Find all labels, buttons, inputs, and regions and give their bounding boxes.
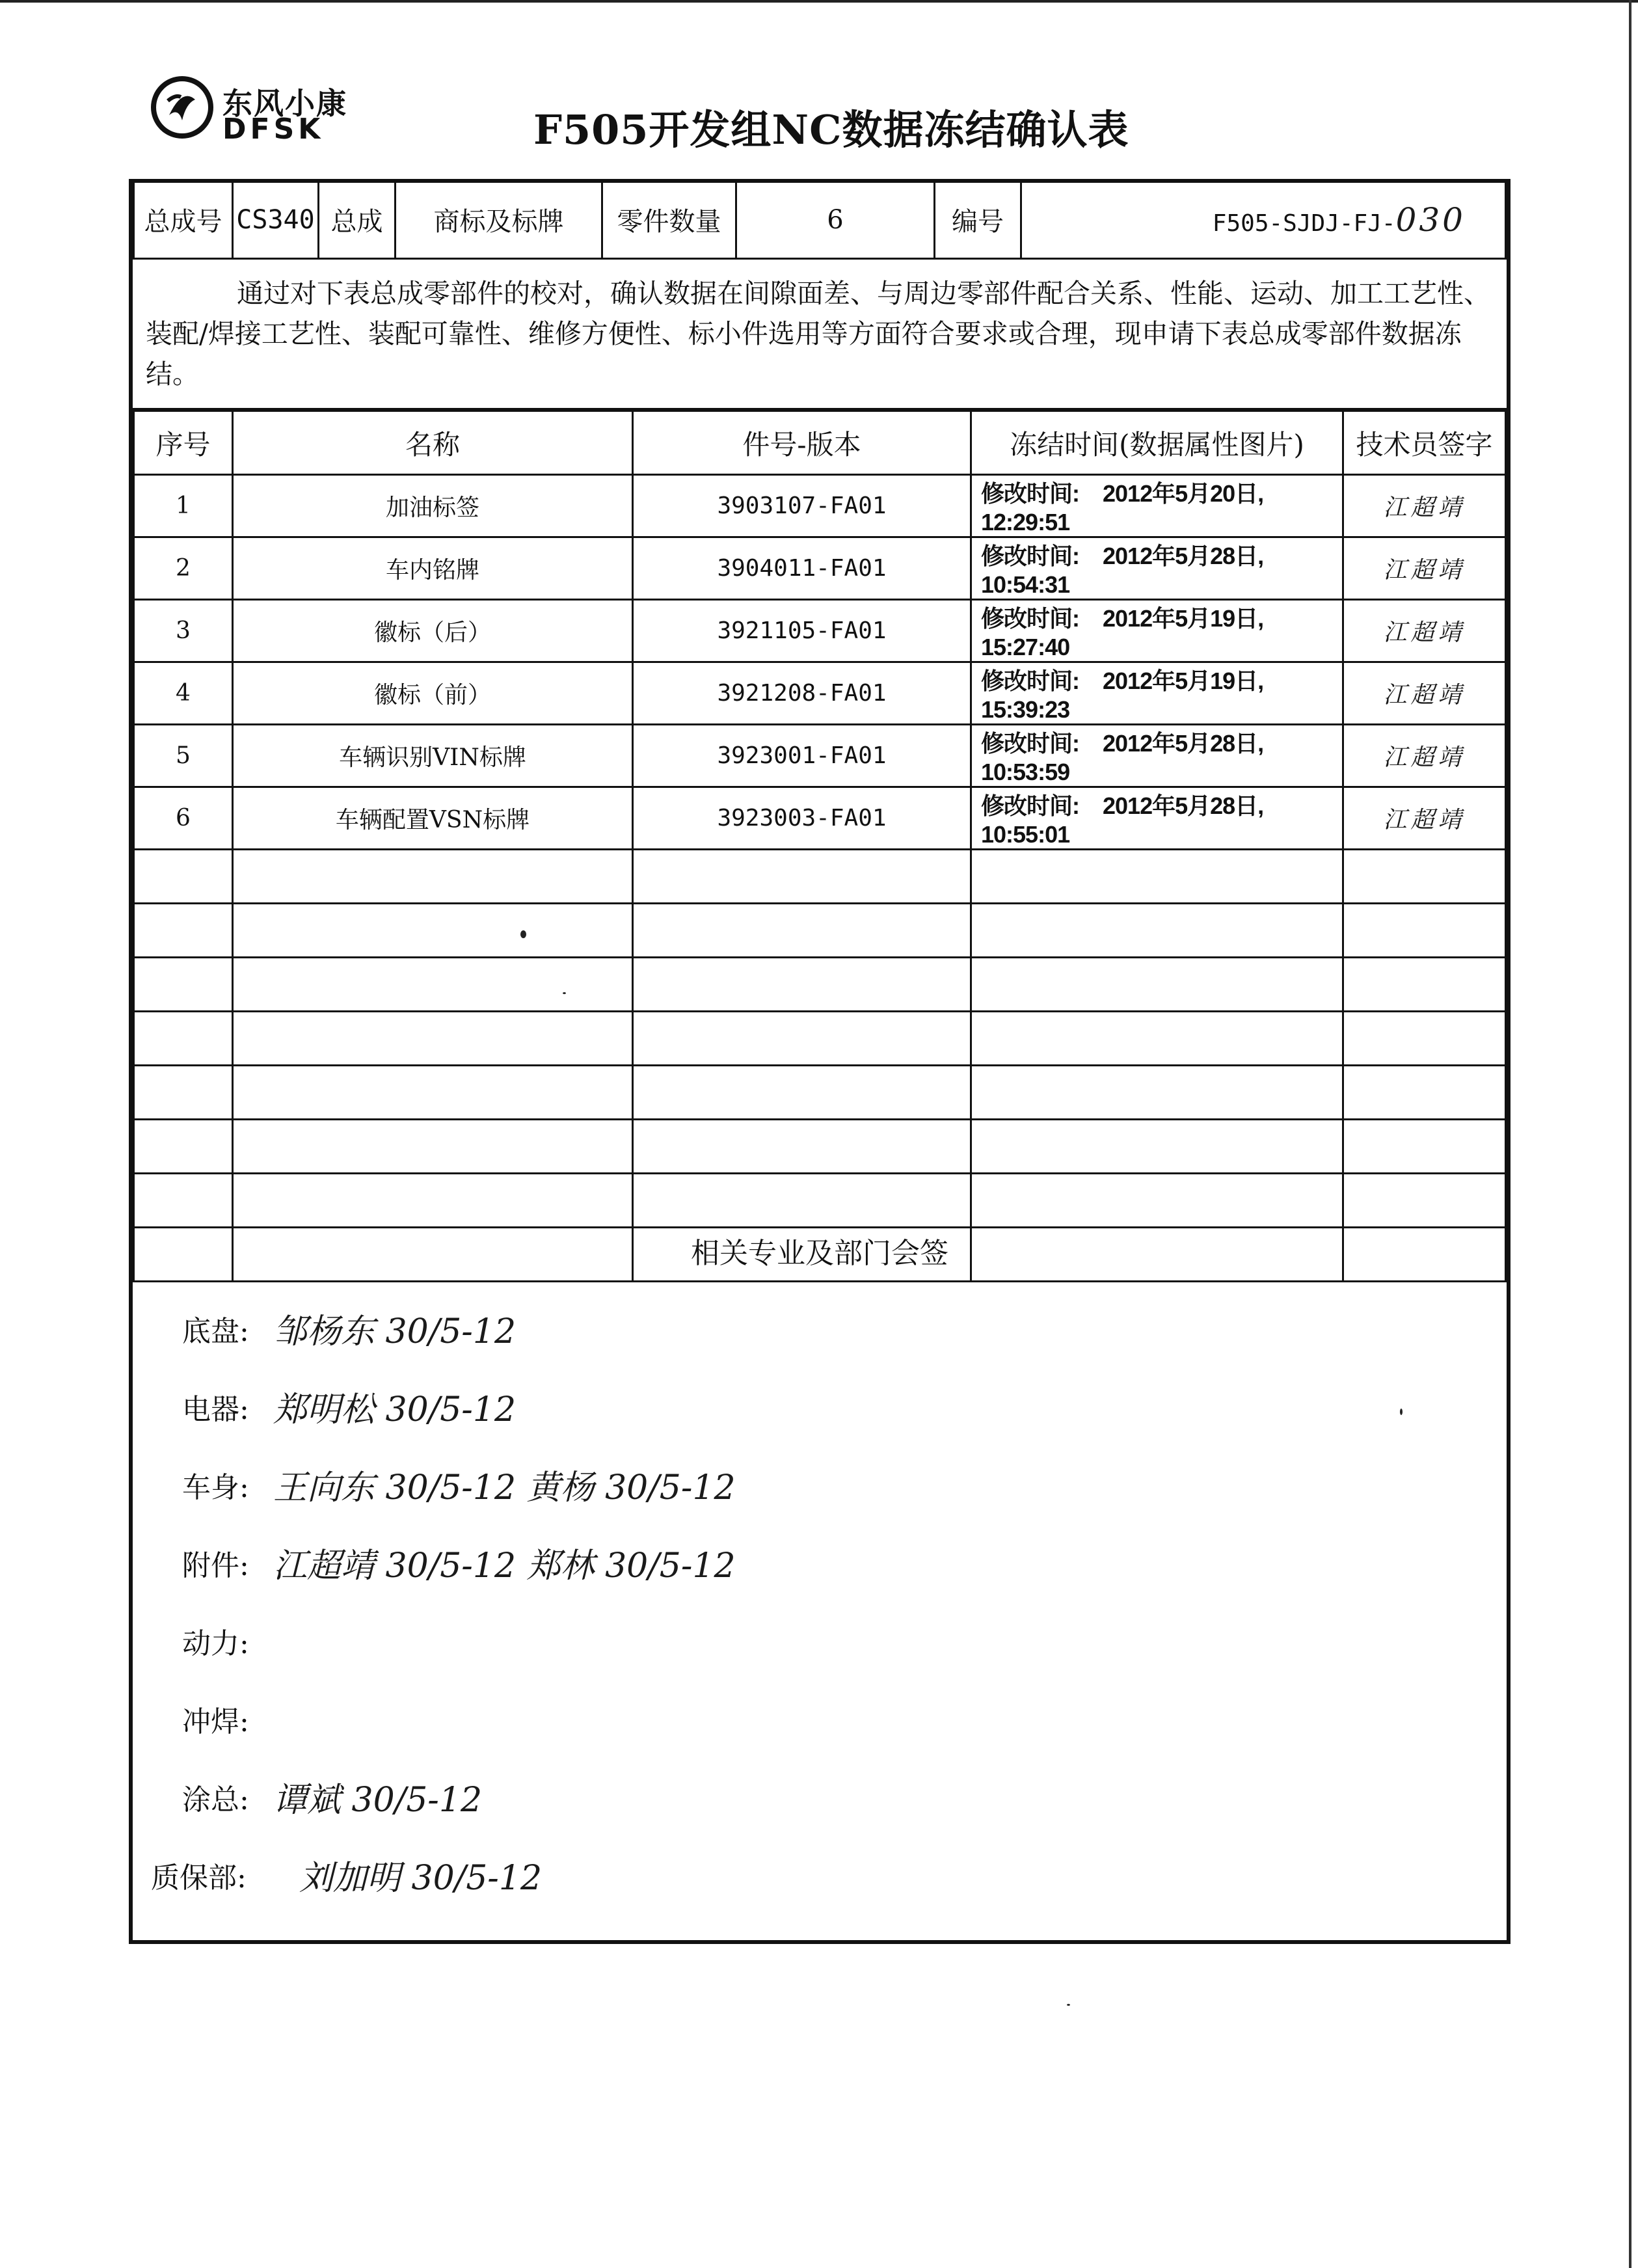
row-name: 徽标（前） (233, 662, 633, 725)
freeze-time-value: 2012年5月20日, 12:29:51 (981, 480, 1264, 535)
assembly-no-label: 总成号 (134, 181, 233, 259)
countersign-label: 动力: (182, 1627, 249, 1660)
part-count: 6 (736, 181, 935, 259)
countersign-label: 底盘: (182, 1315, 249, 1348)
col-name: 名称 (233, 411, 633, 475)
row-part: 3903107-FA01 (633, 475, 971, 537)
row-signature: 江超靖 (1343, 787, 1506, 850)
row-part: 3921208-FA01 (633, 662, 971, 725)
row-signature: 江超靖 (1343, 725, 1506, 787)
countersign-label: 车身: (182, 1471, 249, 1504)
row-signature: 江超靖 (1343, 475, 1506, 537)
row-freeze-time (971, 475, 1343, 537)
freeze-time-label: 修改时间: (981, 480, 1079, 507)
freeze-time-value: 2012年5月28日, 10:53:59 (981, 730, 1264, 785)
serial-label: 编号 (935, 181, 1021, 259)
empty-cell (233, 1174, 633, 1228)
countersign-title: 相关专业及部门会签 (691, 1237, 948, 1270)
row-part: 3923003-FA01 (633, 787, 971, 850)
row-part: 3921105-FA01 (633, 600, 971, 662)
table-header-row (134, 411, 1506, 475)
row-part: 3904011-FA01 (633, 537, 971, 600)
empty-cell (971, 904, 1343, 958)
empty-cell (134, 904, 233, 958)
freeze-time-value: 2012年5月28日, 10:55:01 (981, 792, 1264, 848)
scan-speck (1400, 1409, 1403, 1415)
countersign-row (182, 1698, 249, 1740)
freeze-time-value: 2012年5月19日, 15:27:40 (981, 605, 1264, 660)
table-row (134, 662, 1506, 725)
empty-cell (971, 850, 1343, 904)
empty-row (134, 904, 1506, 958)
countersign-label: 涂总: (182, 1783, 249, 1816)
countersign-row (182, 1464, 249, 1505)
empty-cell (633, 1012, 971, 1066)
row-no: 6 (134, 787, 233, 850)
empty-cell (971, 1120, 1343, 1174)
countersign-signature: 郑明松 30/5-12 (273, 1390, 517, 1429)
empty-row (134, 958, 1506, 1012)
empty-cell (1343, 850, 1506, 904)
empty-row (134, 850, 1506, 904)
assembly-name: 商标及标牌 (396, 181, 602, 259)
countersign-signature: 邹杨东 30/5-12 (273, 1312, 517, 1351)
empty-cell (233, 850, 633, 904)
table-row (134, 787, 1506, 850)
row-freeze-time (971, 537, 1343, 600)
empty-cell (633, 1174, 971, 1228)
empty-cell (233, 904, 633, 958)
parts-table (133, 410, 1507, 1282)
row-freeze-time (971, 787, 1343, 850)
empty-cell (971, 1174, 1343, 1228)
empty-cell (971, 1066, 1343, 1120)
empty-cell (1343, 1066, 1506, 1120)
row-no: 3 (134, 600, 233, 662)
empty-cell (1343, 1174, 1506, 1228)
countersign-row (151, 1854, 247, 1896)
row-part: 3923001-FA01 (633, 725, 971, 787)
countersign-row (182, 1542, 249, 1584)
table-row (134, 537, 1506, 600)
scan-speck (563, 992, 566, 994)
table-row (134, 600, 1506, 662)
header-table (133, 180, 1507, 260)
row-name: 车辆识别VIN标牌 (233, 725, 633, 787)
empty-cell (1343, 904, 1506, 958)
empty-cell (1343, 1120, 1506, 1174)
brand-logo (150, 75, 358, 146)
serial-handwritten: 030 (1395, 200, 1466, 239)
countersign-row (182, 1386, 249, 1427)
empty-cell (1343, 1012, 1506, 1066)
empty-cell (134, 1174, 233, 1228)
row-signature: 江超靖 (1343, 600, 1506, 662)
empty-row (134, 1066, 1506, 1120)
row-freeze-time (971, 662, 1343, 725)
row-no: 5 (134, 725, 233, 787)
freeze-time-label: 修改时间: (981, 605, 1079, 632)
freeze-time-label: 修改时间: (981, 792, 1079, 819)
table-body (134, 475, 1506, 1282)
empty-cell (134, 850, 233, 904)
countersign-label: 电器: (182, 1393, 249, 1426)
countersign-label: 附件: (182, 1549, 249, 1582)
col-no: 序号 (134, 411, 233, 475)
row-name: 加油标签 (233, 475, 633, 537)
intro-paragraph: 通过对下表总成零部件的校对，确认数据在间隙面差、与周边零部件配合关系、性能、运动、加工工艺性、装配/焊接工艺性、装配可靠性、维修方便性、标小件选用等方面符合要求或合理，现申请下表总成零部件数据冻结。 (133, 259, 1507, 410)
freeze-time-value: 2012年5月28日, 10:54:31 (981, 543, 1264, 598)
empty-cell (971, 958, 1343, 1012)
freeze-time-label: 修改时间: (981, 543, 1079, 569)
row-freeze-time (971, 600, 1343, 662)
countersign-row (182, 1620, 249, 1662)
empty-cell (633, 850, 971, 904)
countersign-row (182, 1776, 249, 1818)
empty-cell (633, 958, 971, 1012)
empty-cell (233, 1066, 633, 1120)
countersign-label: 质保部: (151, 1861, 247, 1895)
col-signature: 技术员签字 (1343, 411, 1506, 475)
row-name: 车辆配置VSN标牌 (233, 787, 633, 850)
row-no: 2 (134, 537, 233, 600)
empty-row (134, 1012, 1506, 1066)
table-row (134, 725, 1506, 787)
empty-cell (633, 1066, 971, 1120)
row-signature: 江超靖 (1343, 537, 1506, 600)
assembly-no: CS340 (233, 181, 319, 259)
row-freeze-time (971, 725, 1343, 787)
countersign-signature: 江超靖 30/5-12 郑林 30/5-12 (273, 1546, 736, 1586)
empty-row (134, 1174, 1506, 1228)
empty-cell (134, 1012, 233, 1066)
table-row (134, 475, 1506, 537)
countersign-label: 冲焊: (182, 1705, 249, 1738)
empty-cell (134, 958, 233, 1012)
freeze-time-label: 修改时间: (981, 668, 1079, 694)
freeze-time-label: 修改时间: (981, 730, 1079, 757)
scan-edge-top (0, 0, 1638, 3)
countersign-row (182, 1308, 249, 1349)
row-no: 4 (134, 662, 233, 725)
empty-cell (633, 904, 971, 958)
col-freeze-time: 冻结时间(数据属性图片) (971, 411, 1343, 475)
scan-speck (520, 930, 526, 938)
empty-cell (134, 1120, 233, 1174)
empty-cell (1343, 958, 1506, 1012)
empty-row (134, 1120, 1506, 1174)
logo-en: DFSK (222, 113, 325, 146)
serial-value: F505-SJDJ-FJ- (1212, 209, 1396, 237)
row-name: 车内铭牌 (233, 537, 633, 600)
scan-edge-right (1629, 0, 1631, 2268)
row-no: 1 (134, 475, 233, 537)
col-part: 件号-版本 (633, 411, 971, 475)
empty-cell (971, 1012, 1343, 1066)
row-signature: 江超靖 (1343, 662, 1506, 725)
assembly-label: 总成 (319, 181, 396, 259)
countersign-signature: 刘加明 30/5-12 (299, 1859, 543, 1898)
logo-cn: 东风小康 (222, 86, 347, 121)
dfsk-emblem-icon (150, 75, 215, 140)
empty-cell (233, 958, 633, 1012)
countersign-signature: 王向东 30/5-12 黄杨 30/5-12 (273, 1468, 736, 1507)
serial-number (1021, 181, 1506, 259)
freeze-time-value: 2012年5月19日, 15:39:23 (981, 668, 1264, 723)
empty-cell (633, 1120, 971, 1174)
part-count-label: 零件数量 (602, 181, 736, 259)
empty-cell (233, 1012, 633, 1066)
row-name: 徽标（后） (233, 600, 633, 662)
empty-cell (134, 1066, 233, 1120)
countersign-signature: 谭斌 30/5-12 (273, 1781, 483, 1820)
page-title: F505开发组NC数据冻结确认表 (533, 106, 1129, 154)
empty-cell (233, 1120, 633, 1174)
scan-speck (1067, 2004, 1070, 2006)
